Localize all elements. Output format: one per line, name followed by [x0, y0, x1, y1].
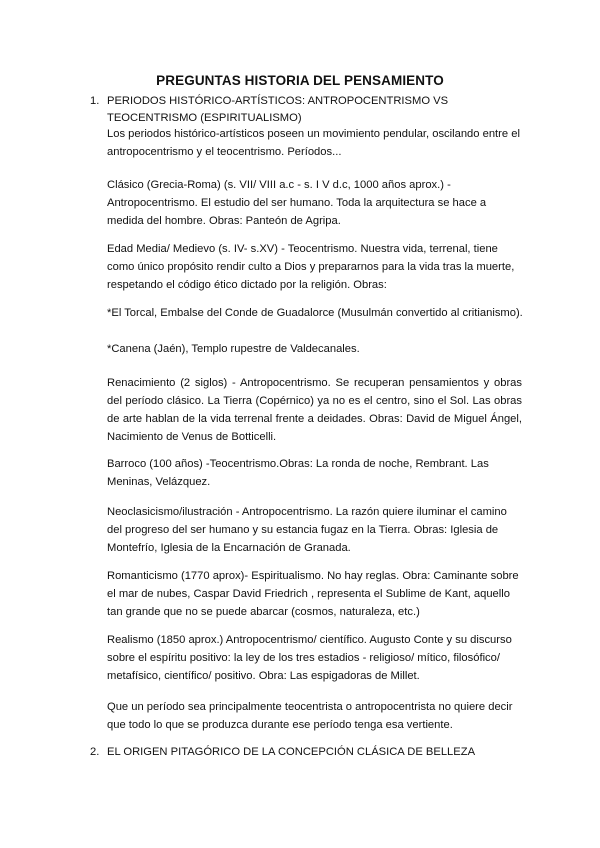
section-1-heading-line1: PERIODOS HISTÓRICO-ARTÍSTICOS: ANTROPOCENTRISMO VS: [107, 95, 449, 107]
paragraph-edad-media: Edad Media/ Medievo (s. IV- s.XV) - Teocentrismo. Nuestra vida, terrenal, tiene como único propósito rendir culto a Dios y prepararnos para la vida tras la muerte, respetando el código ético dictado por la religión. Obras:: [107, 243, 515, 291]
paragraph-conclusion: Que un período sea principalmente teocentrista o antropocentrista no quiere decir que todo lo que se produzca durante ese período tenga esa vertiente.: [107, 701, 513, 731]
paragraph-torcal: *El Torcal, Embalse del Conde de Guadalorce (Musulmán convertido al critianismo).: [107, 307, 523, 319]
section-1-heading-line2: TEOCENTRISMO (ESPIRITUALISMO): [107, 112, 302, 124]
paragraph-neoclasicismo: Neoclasicismo/ilustración - Antropocentrismo. La razón quiere iluminar el camino del progreso del ser humano y su estancia fugaz en la Tierra. Obras: Iglesia de Montefrío, Iglesia de la Encarnación de Granada.: [107, 506, 507, 554]
section-2-heading-line1: EL ORIGEN PITAGÓRICO DE LA CONCEPCIÓN CLÁSICA DE BELLEZA: [107, 746, 476, 758]
paragraph-realismo: Realismo (1850 aprox.) Antropocentrismo/ científico. Augusto Conte y su discurso sobre el espíritu positivo: la ley de los tres estadios - religioso/ mítico, filosófico/ metafísico, científico/ positivo. Obra: Las espigadoras de Millet.: [107, 634, 512, 682]
paragraph-romanticismo: Romanticismo (1770 aprox)- Espiritualismo. No hay reglas. Obra: Caminante sobre el mar de nubes, Caspar David Friedrich , representa el Sublime de Kant, aquello tan grande que no se puede abarcar (cosmos, naturaleza, etc.): [107, 570, 519, 618]
document-title: PREGUNTAS HISTORIA DEL PENSAMIENTO: [156, 73, 444, 88]
paragraph-barroco: Barroco (100 años) -Teocentrismo.Obras: La ronda de noche, Rembrant. Las Meninas, Velázquez.: [107, 458, 489, 488]
paragraph-canena: *Canena (Jaén), Templo rupestre de Valdecanales.: [107, 343, 360, 355]
section-2-number: 2.: [90, 746, 100, 758]
section-1-number: 1.: [90, 95, 100, 107]
paragraph-intro: Los periodos histórico-artísticos poseen un movimiento pendular, oscilando entre el antropocentrismo y el teocentrismo. Períodos...: [107, 128, 520, 158]
paragraph-renacimiento: Renacimiento (2 siglos) - Antropocentrismo. Se recuperan pensamientos y obras del período clásico. La Tierra (Copérnico) ya no es el centro, sino el Sol. Las obras de arte hablan de la vida terrenal frente a deidades. Obras: David de Miguel Ángel, Nacimiento de Venus de Botticelli.: [107, 377, 522, 443]
paragraph-clasico: Clásico (Grecia-Roma) (s. VII/ VIII a.c - s. I V d.c, 1000 años aprox.) - Antropocentrismo. El estudio del ser humano. Toda la arquitectura se hace a medida del hombre. Obras: Panteón de Agripa.: [107, 179, 487, 227]
